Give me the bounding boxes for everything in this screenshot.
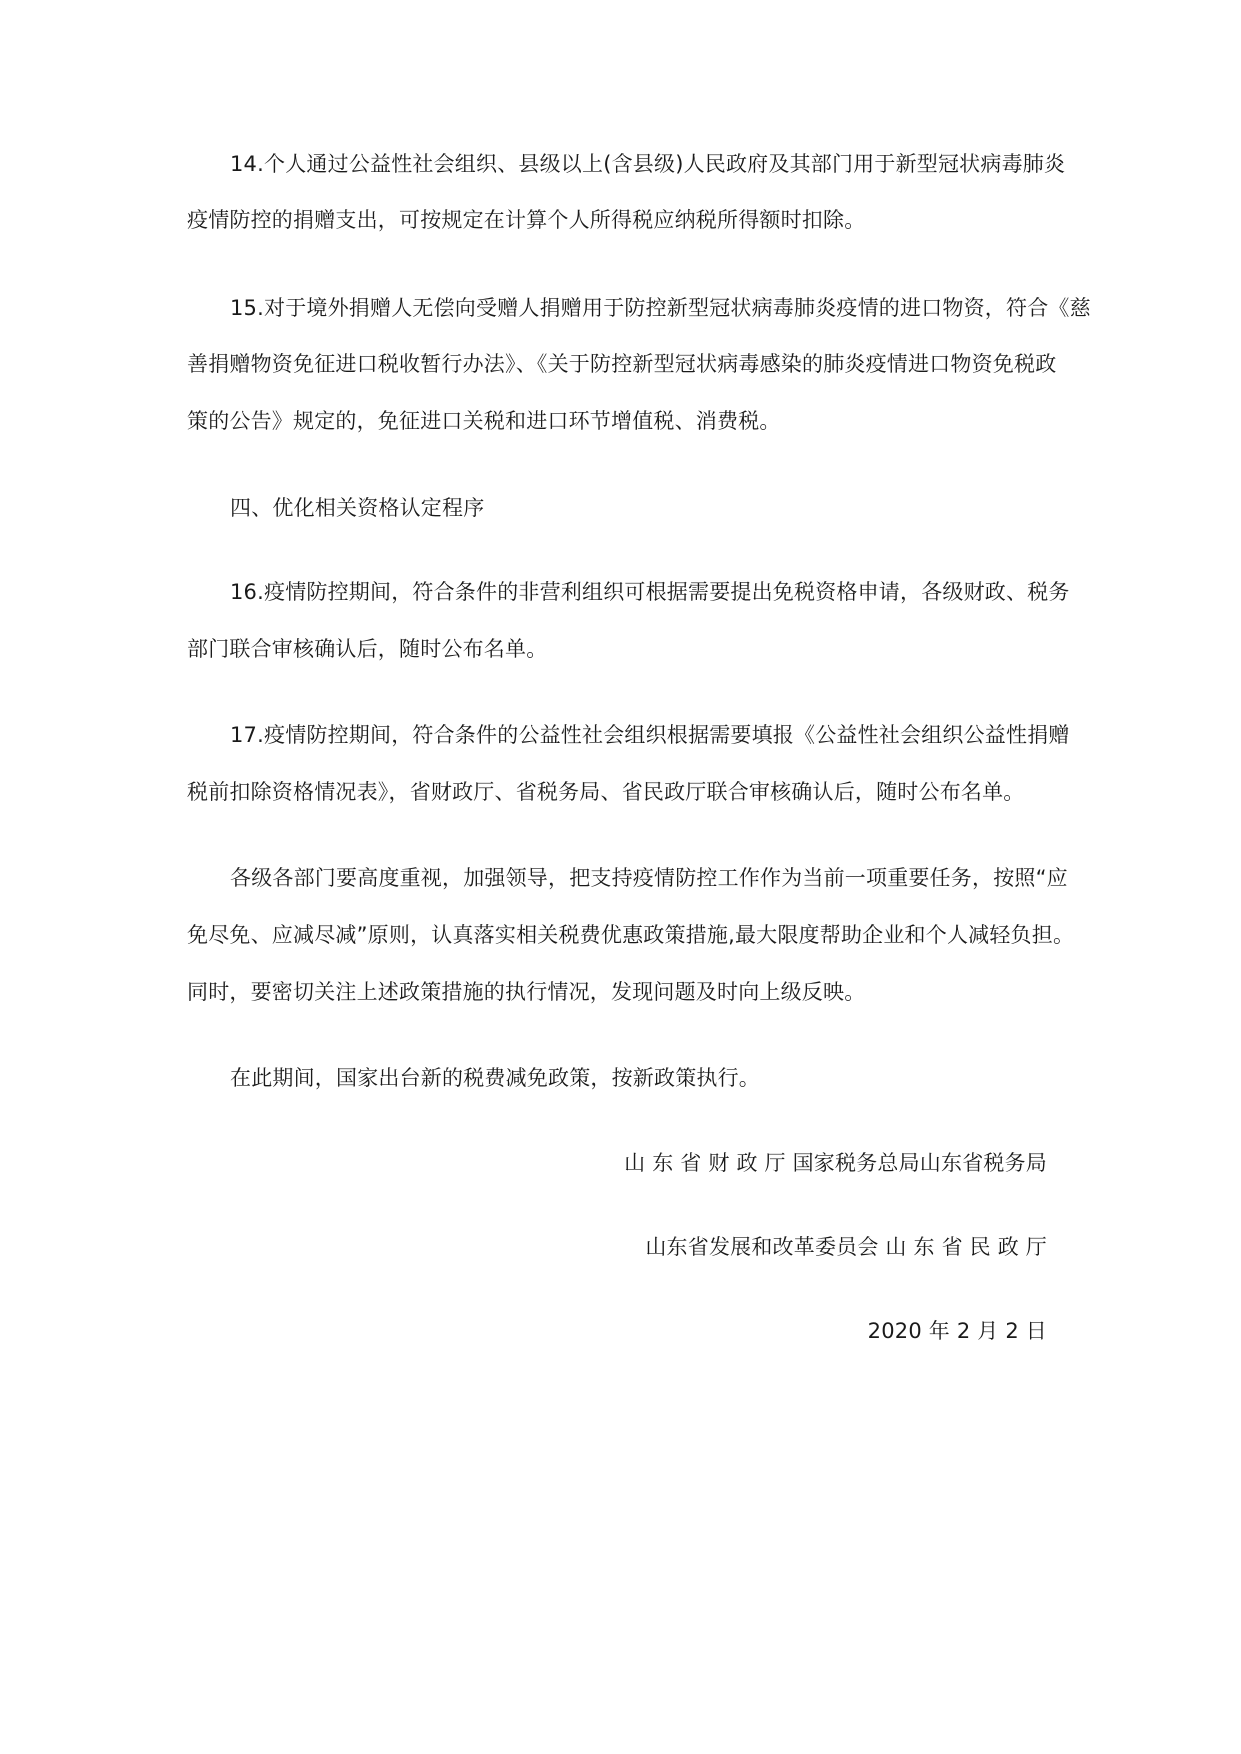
paragraph-15-line-2: 善捐赠物资免征进口税收暂行办法》、《关于防控新型冠状病毒感染的肺炎疫情进口物资免税政	[187, 352, 1057, 376]
paragraph-14-line-1: 14.个人通过公益性社会组织、县级以上(含县级)人民政府及其部门用于新型冠状病毒肺炎	[230, 152, 1066, 176]
section-heading-4: 四、优化相关资格认定程序	[230, 496, 485, 520]
paragraph-17-line-1: 17.疫情防控期间，符合条件的公益性社会组织根据需要填报《公益性社会组织公益性捐赠	[230, 723, 1070, 747]
signature-line-2: 山东省发展和改革委员会 山 东 省 民 政 厅	[645, 1235, 1047, 1259]
closing-note: 在此期间，国家出台新的税费减免政策，按新政策执行。	[230, 1066, 760, 1090]
document-date: 2020 年 2 月 2 日	[867, 1319, 1047, 1343]
closing-paragraph-line-3: 同时，要密切关注上述政策措施的执行情况，发现问题及时向上级反映。	[187, 980, 866, 1004]
paragraph-15-line-1: 15.对于境外捐赠人无偿向受赠人捐赠用于防控新型冠状病毒肺炎疫情的进口物资，符合《慈	[230, 296, 1091, 320]
paragraph-14-line-2: 疫情防控的捐赠支出，可按规定在计算个人所得税应纳税所得额时扣除。	[187, 208, 866, 232]
paragraph-16-line-2: 部门联合审核确认后，随时公布名单。	[187, 637, 548, 661]
paragraph-17-line-2: 税前扣除资格情况表》，省财政厅、省税务局、省民政厅联合审核确认后，随时公布名单。	[187, 780, 1025, 804]
paragraph-16-line-1: 16.疫情防控期间，符合条件的非营利组织可根据需要提出免税资格申请，各级财政、税务	[230, 580, 1070, 604]
closing-paragraph-line-2: 免尽免、应减尽减”原则，认真落实相关税费优惠政策措施,最大限度帮助企业和个人减轻负担。	[187, 923, 1075, 947]
signature-line-1: 山 东 省 财 政 厅 国家税务总局山东省税务局	[624, 1151, 1047, 1175]
paragraph-15-line-3: 策的公告》规定的，免征进口关税和进口环节增值税、消费税。	[187, 409, 781, 433]
closing-paragraph-line-1: 各级各部门要高度重视，加强领导，把支持疫情防控工作作为当前一项重要任务，按照“应	[230, 866, 1068, 890]
